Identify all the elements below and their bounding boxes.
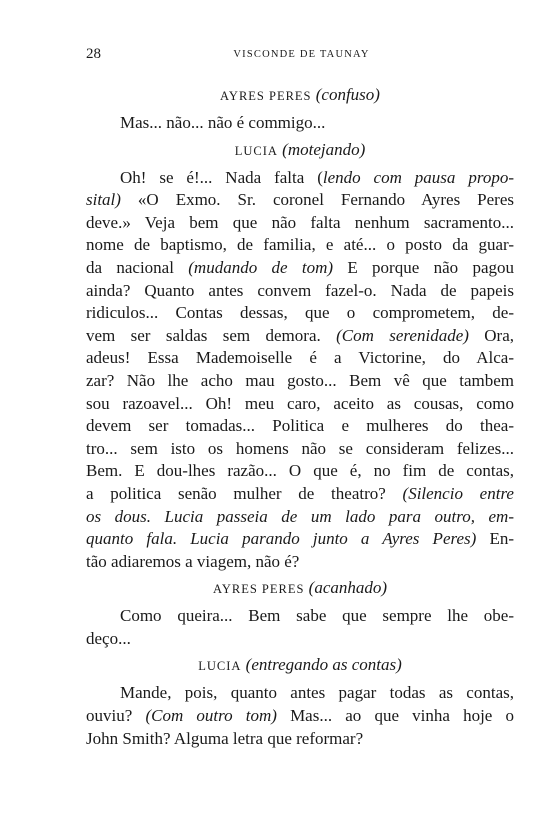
text-line: Bem. E dou-lhes razão... O que é, no fim de contas, — [86, 461, 514, 481]
text-line: quanto fala. Lucia parando junto a Ayres Peres) En- — [86, 529, 515, 549]
text-line: sital) «O Exmo. Sr. coronel Fernando Ayres Peres — [86, 190, 514, 210]
text-line: nome de baptismo, de familia, e até... o posto da guar- — [86, 235, 514, 255]
speaker-heading — [86, 577, 514, 600]
text-line: Mas... não... não é commigo... — [120, 113, 326, 132]
text-line: os dous. Lucia passeia de um lado para outro, em- — [86, 506, 514, 526]
speaker-name: LUCIA — [234, 143, 278, 158]
dialogue-paragraph — [86, 112, 514, 135]
speaker-name: AYRES PERES — [220, 89, 312, 103]
speaker-heading — [86, 84, 514, 107]
text-line: tro... sem isto os homens não se consideram felizes... — [86, 438, 514, 458]
text-line: tão adiaremos a viagem, não é? — [86, 551, 300, 571]
text-line: sou razoavel... Oh! meu caro, aceito as cousas, como — [86, 393, 514, 413]
text-line: deço... — [86, 628, 131, 648]
speaker-name: AYRES PERES — [212, 582, 305, 597]
text-body — [86, 80, 514, 750]
text-line: Oh! se é!... Nada falta (lendo com pausa propo- — [120, 167, 514, 187]
text-line: Como queira... Bem sabe que sempre lhe obe- — [120, 606, 514, 626]
text-line: ridiculos... Contas dessas, que o comprometem, de- — [86, 303, 514, 323]
dialogue-paragraph — [86, 682, 514, 750]
text-line: devem ser tomadas... Politica e mulheres do thea- — [86, 416, 514, 436]
speaker-heading — [86, 654, 514, 677]
stage-direction: (acanhado) — [308, 578, 388, 598]
text-line: deve.» Veja bem que não falta nenhum sacramento... — [86, 212, 514, 232]
running-title: VISCONDE DE TAUNAY — [233, 49, 370, 60]
text-line: a politica senão mulher de theatro? (Silencio entre — [86, 483, 514, 503]
text-line: zar? Não lhe acho mau gosto... Bem vê que tambem — [86, 370, 514, 390]
page-number: 28 — [86, 46, 101, 62]
speaker-name: LUCIA — [198, 659, 242, 674]
text-line: ouviu? (Com outro tom) Mas... ao que vinha hoje o — [86, 706, 514, 726]
stage-direction: (motejando) — [282, 139, 366, 159]
text-line: adeus! Essa Mademoiselle é a Victorine, do Alca- — [86, 348, 514, 368]
text-line: da nacional (mudando de tom) E porque não pagou — [86, 257, 514, 277]
stage-direction: (confuso) — [315, 85, 380, 104]
dialogue-paragraph — [86, 605, 514, 650]
text-line: ainda? Quanto antes convem fazel-o. Nada de papeis — [86, 280, 514, 300]
page-header — [86, 46, 517, 66]
text-line: John Smith? Alguma letra que reformar? — [86, 728, 364, 748]
stage-direction: (entregando as contas) — [245, 655, 402, 675]
text-line: vem ser saldas sem demora. (Com serenidade) Ora, — [86, 325, 515, 345]
speaker-heading — [86, 139, 514, 162]
dialogue-paragraph — [86, 167, 514, 574]
text-line: Mande, pois, quanto antes pagar todas as contas, — [120, 683, 514, 703]
